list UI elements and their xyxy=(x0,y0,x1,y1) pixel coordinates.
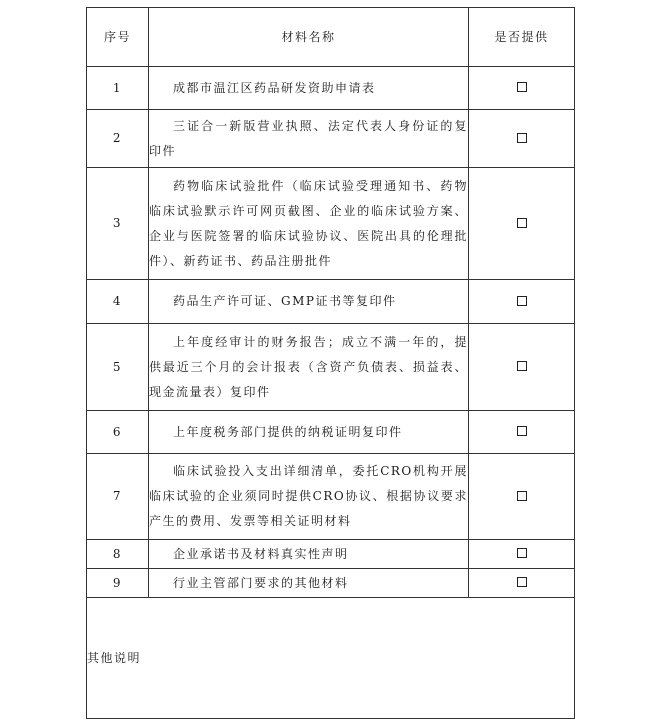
row-name-cell xyxy=(149,454,469,540)
row-name: 上年度经审计的财务报告；成立不满一年的，提供最近三个月的会计报表（含资产负债表、损益表、现金流量表）复印件 xyxy=(149,334,468,399)
row-name: 药品生产许可证、GMP证书等复印件 xyxy=(173,294,397,308)
provided-checkbox[interactable] xyxy=(517,82,527,92)
row-provided-cell xyxy=(469,569,575,598)
row-provided-cell xyxy=(469,168,575,280)
row-name: 上年度税务部门提供的纳税证明复印件 xyxy=(173,424,403,439)
row-provided-cell xyxy=(469,454,575,540)
table-row xyxy=(87,168,575,280)
header-row xyxy=(87,8,575,67)
table-row xyxy=(87,569,575,598)
table-row xyxy=(87,324,575,411)
notes-cell[interactable] xyxy=(87,598,575,719)
materials-checklist-table xyxy=(86,7,575,719)
row-num: 2 xyxy=(87,110,149,168)
provided-checkbox[interactable] xyxy=(517,577,527,587)
row-num: 5 xyxy=(87,324,149,411)
provided-checkbox[interactable] xyxy=(517,296,527,306)
row-name-cell xyxy=(149,411,469,454)
row-provided-cell xyxy=(469,67,575,110)
row-num: 6 xyxy=(87,411,149,454)
row-num: 7 xyxy=(87,454,149,540)
header-num: 序号 xyxy=(87,8,149,67)
table-row xyxy=(87,454,575,540)
row-name-cell xyxy=(149,168,469,280)
row-name: 药物临床试验批件（临床试验受理通知书、药物临床试验默示许可网页截图、企业的临床试验方案、企业与医院签署的临床试验协议、医院出具的伦理批件）、新药证书、药品注册批件 xyxy=(149,178,468,268)
row-name: 临床试验投入支出详细清单，委托CRO机构开展临床试验的企业须同时提供CRO协议、根据协议要求产生的费用、发票等相关证明材料 xyxy=(149,464,468,528)
row-num: 8 xyxy=(87,540,149,569)
row-num: 1 xyxy=(87,67,149,110)
provided-checkbox[interactable] xyxy=(517,361,527,371)
row-name-cell xyxy=(149,324,469,411)
provided-checkbox[interactable] xyxy=(517,133,527,143)
row-provided-cell xyxy=(469,110,575,168)
row-num: 3 xyxy=(87,168,149,280)
row-name-cell xyxy=(149,67,469,110)
row-num: 4 xyxy=(87,280,149,324)
table-row xyxy=(87,540,575,569)
row-provided-cell xyxy=(469,324,575,411)
provided-checkbox[interactable] xyxy=(517,491,527,501)
row-name: 企业承诺书及材料真实性声明 xyxy=(173,546,349,561)
row-name: 成都市温江区药品研发资助申请表 xyxy=(173,80,376,95)
table-row xyxy=(87,411,575,454)
row-name: 三证合一新版营业执照、法定代表人身份证的复印件 xyxy=(149,118,468,158)
table-row xyxy=(87,280,575,324)
row-name-cell xyxy=(149,569,469,598)
provided-checkbox[interactable] xyxy=(517,426,527,436)
row-provided-cell xyxy=(469,411,575,454)
header-name: 材料名称 xyxy=(149,8,469,67)
table-row xyxy=(87,110,575,168)
row-provided-cell xyxy=(469,280,575,324)
row-name-cell xyxy=(149,110,469,168)
row-name-cell xyxy=(149,280,469,324)
notes-label: 其他说明 xyxy=(87,650,142,665)
header-provided: 是否提供 xyxy=(469,8,575,67)
notes-row xyxy=(87,598,575,719)
row-name: 行业主管部门要求的其他材料 xyxy=(173,575,349,590)
table-row xyxy=(87,67,575,110)
row-name-cell xyxy=(149,540,469,569)
row-num: 9 xyxy=(87,569,149,598)
provided-checkbox[interactable] xyxy=(517,548,527,558)
provided-checkbox[interactable] xyxy=(517,218,527,228)
row-provided-cell xyxy=(469,540,575,569)
